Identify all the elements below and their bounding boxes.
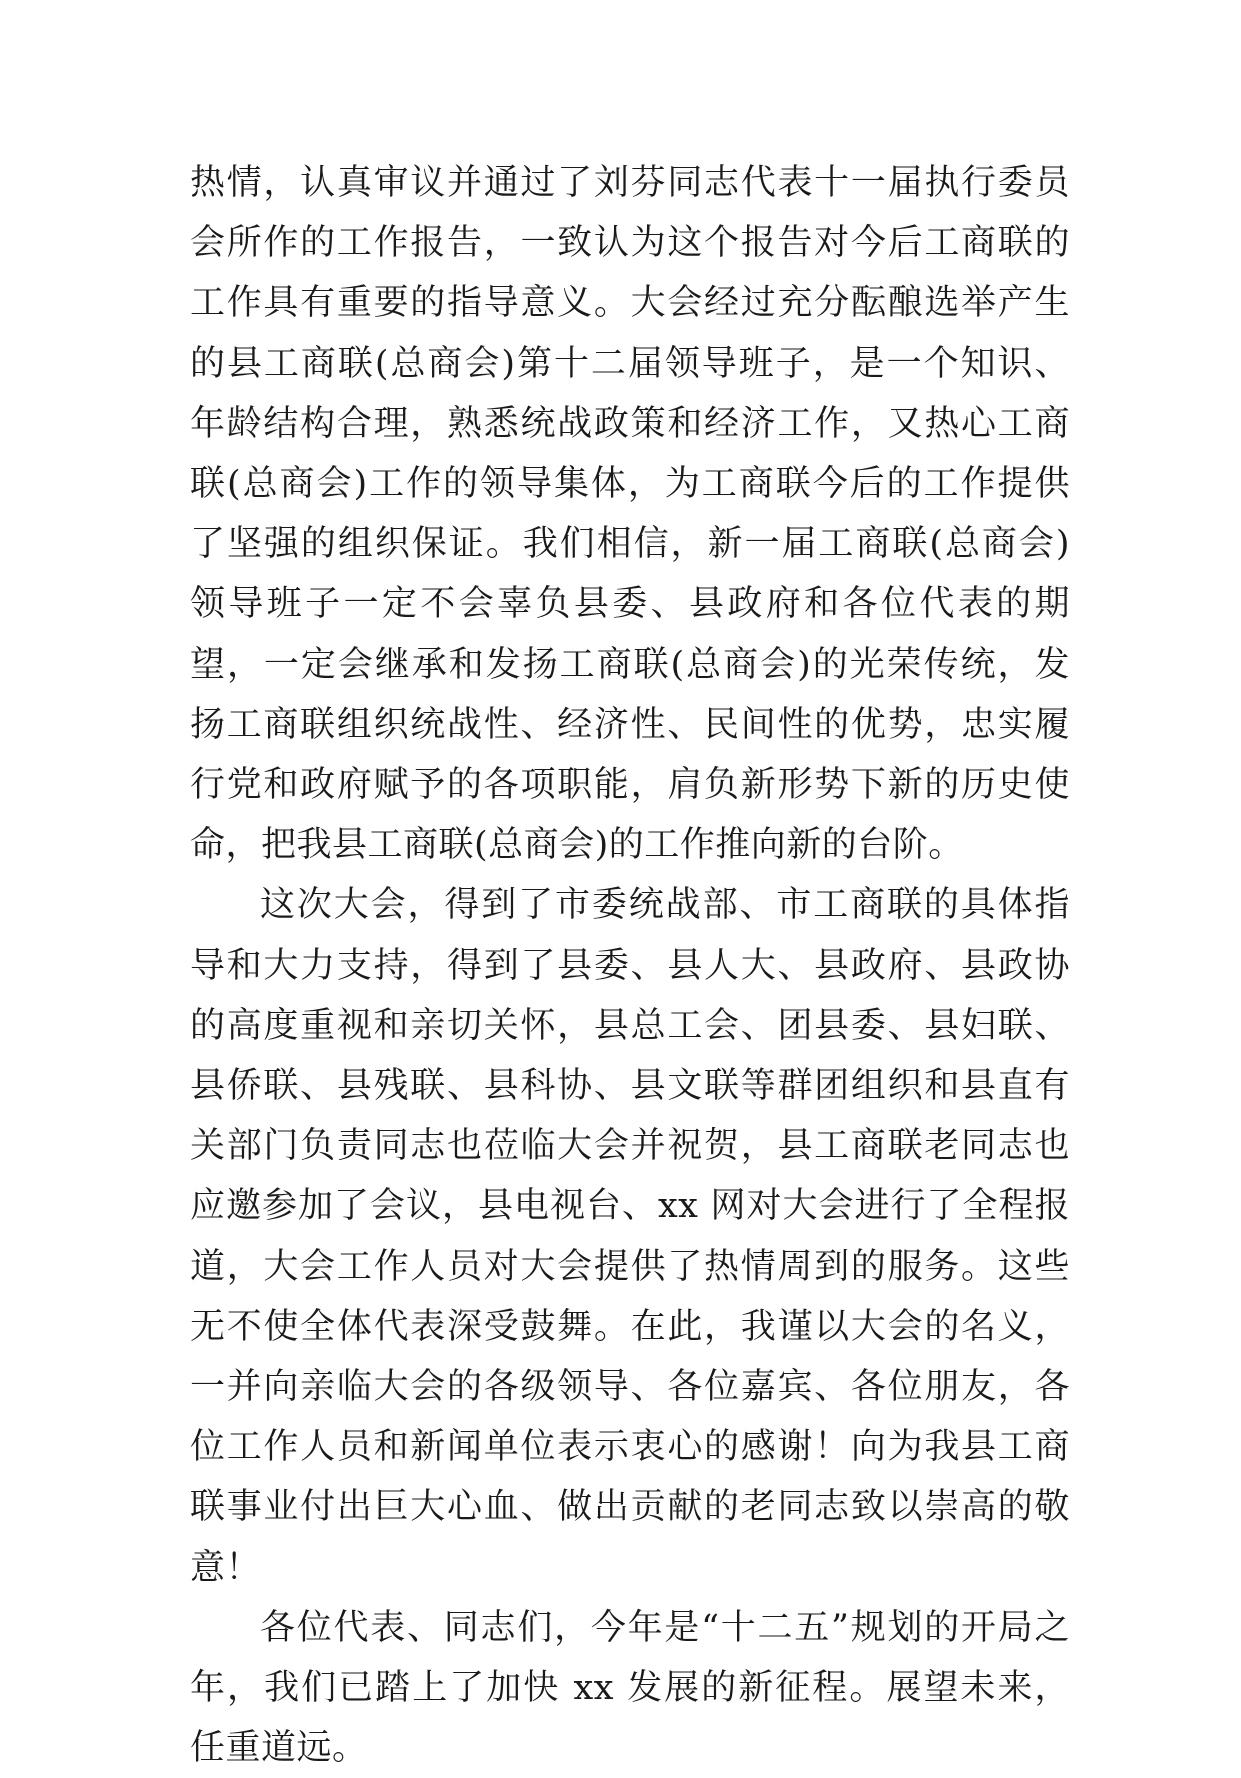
paragraph-1: 热情，认真审议并通过了刘芬同志代表十一届执行委员会所作的工作报告，一致认为这个报告对今后工商联的工作具有重要的指导意义。大会经过充分酝酿选举产生的县工商联(总商会)第十二届领导班子，是一个知识、年龄结构合理，熟悉统战政策和经济工作，又热心工商联(总商会)工作的领导集体，为工商联今后的工作提供了坚强的组织保证。我们相信，新一届工商联(总商会)领导班子一定不会辜负县委、县政府和各位代表的期望，一定会继承和发扬工商联(总商会)的光荣传统，发扬工商联组织统战性、经济性、民间性的优势，忠实履行党和政府赋予的各项职能，肩负新形势下新的历史使命，把我县工商联(总商会)的工作推向新的台阶。	[190, 163, 1070, 866]
paragraph-2: 这次大会，得到了市委统战部、市工商联的具体指导和大力支持，得到了县委、县人大、县政府、县政协的高度重视和亲切关怀，县总工会、团县委、县妇联、县侨联、县残联、县科协、县文联等群团组织和县直有关部门负责同志也莅临大会并祝贺，县工商联老同志也应邀参加了会议，县电视台、xx 网对大会进行了全程报道，大会工作人员对大会提供了热情周到的服务。这些无不使全体代表深受鼓舞。在此，我谨以大会的名义，一并向亲临大会的各级领导、各位嘉宾、各位朋友，各位工作人员和新闻单位表示衷心的感谢！向为我县工商联事业付出巨大心血、做出贡献的老同志致以崇高的敬意！	[190, 885, 1070, 1588]
paragraph-3: 各位代表、同志们，今年是“十二五”规划的开局之年，我们已踏上了加快 xx 发展的新征程。展望未来，任重道远。	[190, 1607, 1070, 1769]
document-body	[190, 153, 1070, 1778]
